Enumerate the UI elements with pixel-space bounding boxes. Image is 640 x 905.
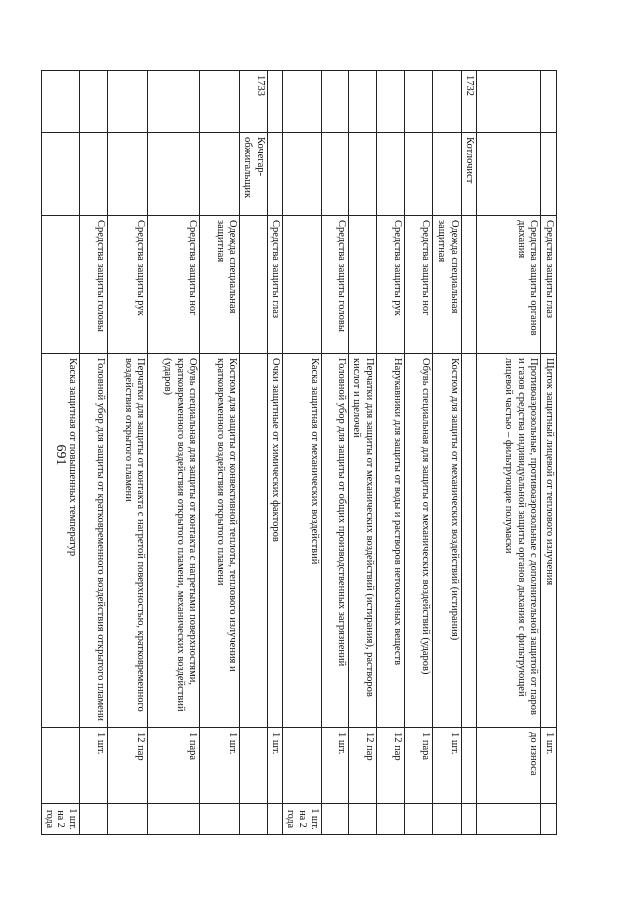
quantity-cell: 1 шт. bbox=[267, 728, 282, 804]
table-row bbox=[432, 71, 461, 835]
item-cell: Нарукавники для защиты от воды и растворов нетоксичных веществ bbox=[376, 354, 404, 728]
wear-period-cell bbox=[80, 804, 108, 835]
category-cell bbox=[240, 216, 268, 354]
row-number-cell bbox=[267, 71, 282, 133]
category-cell: Средства защиты рук bbox=[376, 216, 404, 354]
category-cell: Средства защиты головы bbox=[80, 216, 108, 354]
profession-cell bbox=[404, 133, 432, 216]
profession-cell bbox=[148, 133, 200, 216]
category-cell bbox=[41, 216, 79, 354]
category-cell: Средства защиты органов дыхания bbox=[477, 216, 541, 354]
profession-cell bbox=[376, 133, 404, 216]
wear-period-cell bbox=[477, 804, 541, 835]
wear-period-cell: 1 шт. на 2 года bbox=[41, 804, 79, 835]
ppe-norms-table bbox=[41, 70, 557, 835]
row-number-cell bbox=[41, 71, 79, 133]
table-row bbox=[348, 71, 376, 835]
quantity-cell: 1 шт. bbox=[200, 728, 240, 804]
quantity-cell: 1 пара bbox=[148, 728, 200, 804]
profession-cell bbox=[477, 133, 541, 216]
quantity-cell: до износа bbox=[477, 728, 541, 804]
wear-period-cell bbox=[108, 804, 148, 835]
quantity-cell: 1 шт. bbox=[541, 728, 557, 804]
profession-cell bbox=[348, 133, 376, 216]
wear-period-cell bbox=[321, 804, 348, 835]
quantity-cell bbox=[41, 728, 79, 804]
category-cell: Средства защиты глаз bbox=[541, 216, 557, 354]
quantity-cell: 12 пар bbox=[108, 728, 148, 804]
profession-cell bbox=[200, 133, 240, 216]
wear-period-cell bbox=[432, 804, 461, 835]
item-cell: Очки защитные от химических факторов bbox=[267, 354, 282, 728]
table-row bbox=[80, 71, 108, 835]
profession-cell bbox=[432, 133, 461, 216]
item-cell: Костюм для защиты от конвективной теплоты, теплового излучения и кратковременного воздействия открытого пламени bbox=[200, 354, 240, 728]
profession-cell bbox=[41, 133, 79, 216]
wear-period-cell bbox=[376, 804, 404, 835]
category-cell: Средства защиты ног bbox=[148, 216, 200, 354]
profession-cell: Кочегар-обжигальщик bbox=[240, 133, 268, 216]
wear-period-cell: 1 шт. на 2 года bbox=[283, 804, 321, 835]
row-number-cell bbox=[148, 71, 200, 133]
category-cell bbox=[283, 216, 321, 354]
row-number-cell bbox=[200, 71, 240, 133]
quantity-cell bbox=[461, 728, 476, 804]
quantity-cell: 1 шт. bbox=[80, 728, 108, 804]
table-row bbox=[200, 71, 240, 835]
table-row bbox=[41, 71, 79, 835]
quantity-cell: 12 пар bbox=[348, 728, 376, 804]
category-cell bbox=[348, 216, 376, 354]
item-cell: Щиток защитный лицевой от теплового излучения bbox=[541, 354, 557, 728]
item-cell bbox=[240, 354, 268, 728]
row-number-cell: 1733 bbox=[240, 71, 268, 133]
quantity-cell: 1 шт. bbox=[432, 728, 461, 804]
category-cell: Средства защиты глаз bbox=[267, 216, 282, 354]
item-cell: Каска защитная от повышенных температур bbox=[41, 354, 79, 728]
category-cell: Одежда специальная защитная bbox=[432, 216, 461, 354]
wear-period-cell bbox=[348, 804, 376, 835]
item-cell: Головной убор для защиты от кратковременного воздействия открытого пламени bbox=[80, 354, 108, 728]
item-cell bbox=[461, 354, 476, 728]
row-number-cell bbox=[283, 71, 321, 133]
item-cell: Обувь специальная для защиты от контакта с нагретыми поверхностями, кратковременного воздействия открытого пламени, механических воздействий (ударов) bbox=[148, 354, 200, 728]
item-cell: Головной убор для защиты от общих производственных загрязнений bbox=[321, 354, 348, 728]
row-number-cell bbox=[348, 71, 376, 133]
page-number: 691 bbox=[53, 444, 68, 466]
quantity-cell: 1 шт. bbox=[321, 728, 348, 804]
category-cell: Средства защиты ног bbox=[404, 216, 432, 354]
quantity-cell: 12 пар bbox=[376, 728, 404, 804]
item-cell: Перчатки для защиты от механических воздействий (истирания), растворов кислот и щелочей bbox=[348, 354, 376, 728]
item-cell: Перчатки для защиты от контакта с нагретой поверхностью, кратковременного воздействия открытого пламени bbox=[108, 354, 148, 728]
wear-period-cell bbox=[267, 804, 282, 835]
wear-period-cell bbox=[200, 804, 240, 835]
wear-period-cell bbox=[541, 804, 557, 835]
row-number-cell bbox=[477, 71, 541, 133]
profession-cell bbox=[108, 133, 148, 216]
ppe-table-body bbox=[41, 71, 556, 835]
table-row bbox=[376, 71, 404, 835]
table-row bbox=[267, 71, 282, 835]
row-number-cell bbox=[432, 71, 461, 133]
profession-cell bbox=[267, 133, 282, 216]
category-cell bbox=[461, 216, 476, 354]
table-row bbox=[108, 71, 148, 835]
item-cell: Противоаэрозольные, противоаэрозольные с дополнительной защитой от паров и газов средства индивидуальной защиты органов дыхания с фильтрующей лицевой частью – фильтрующие полумаски bbox=[477, 354, 541, 728]
table-row bbox=[461, 71, 476, 835]
wear-period-cell bbox=[404, 804, 432, 835]
quantity-cell bbox=[240, 728, 268, 804]
item-cell: Костюм для защиты от механических воздействий (истирания) bbox=[432, 354, 461, 728]
profession-cell bbox=[283, 133, 321, 216]
item-cell: Каска защитная от механических воздействий bbox=[283, 354, 321, 728]
row-number-cell bbox=[108, 71, 148, 133]
row-number-cell: 1732 bbox=[461, 71, 476, 133]
table-row bbox=[404, 71, 432, 835]
category-cell: Одежда специальная защитная bbox=[200, 216, 240, 354]
profession-cell bbox=[541, 133, 557, 216]
row-number-cell bbox=[404, 71, 432, 133]
wear-period-cell bbox=[461, 804, 476, 835]
wear-period-cell bbox=[240, 804, 268, 835]
row-number-cell bbox=[321, 71, 348, 133]
category-cell: Средства защиты рук bbox=[108, 216, 148, 354]
profession-cell: Котлочист bbox=[461, 133, 476, 216]
table-row bbox=[283, 71, 321, 835]
table-row bbox=[148, 71, 200, 835]
category-cell: Средства защиты головы bbox=[321, 216, 348, 354]
table-row bbox=[240, 71, 268, 835]
item-cell: Обувь специальная для защиты от механических воздействий (ударов) bbox=[404, 354, 432, 728]
profession-cell bbox=[80, 133, 108, 216]
row-number-cell bbox=[541, 71, 557, 133]
quantity-cell: 1 пара bbox=[404, 728, 432, 804]
table-row bbox=[321, 71, 348, 835]
wear-period-cell bbox=[148, 804, 200, 835]
quantity-cell bbox=[283, 728, 321, 804]
row-number-cell bbox=[376, 71, 404, 133]
table-row bbox=[541, 71, 557, 835]
table-row bbox=[477, 71, 541, 835]
row-number-cell bbox=[80, 71, 108, 133]
profession-cell bbox=[321, 133, 348, 216]
